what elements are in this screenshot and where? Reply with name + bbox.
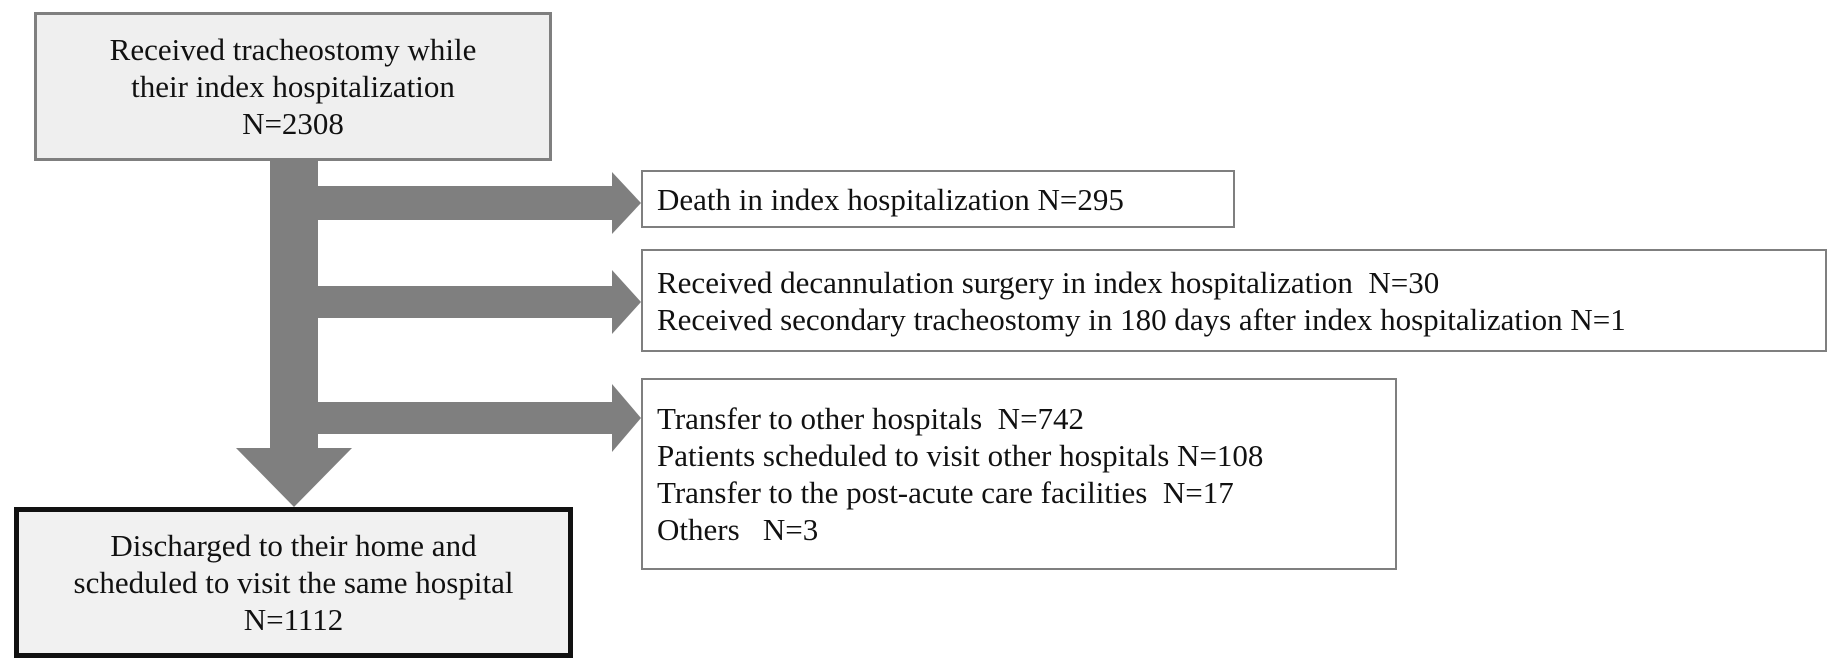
final-cohort-count: N=1112 — [243, 602, 344, 637]
exclusion-secondary-tracheostomy-line: Received secondary tracheostomy in 180 days after index hospitalization N=1 — [657, 301, 1626, 337]
enrollment-box — [34, 12, 552, 161]
exclusion-decannulation-line: Received decannulation surgery in index hospitalization N=30 — [657, 264, 1440, 300]
exclusion-box-decannulation — [641, 249, 1827, 352]
enrollment-line-2: their index hospitalization — [131, 69, 455, 104]
final-cohort-line-1: Discharged to their home and — [110, 528, 477, 563]
exclusion-post-acute-line: Transfer to the post-acute care facilities N=17 — [657, 475, 1234, 510]
branch-arrow-2 — [318, 270, 641, 334]
final-cohort-box — [14, 507, 573, 658]
branch-arrow-3 — [318, 384, 641, 452]
final-cohort-line-2: scheduled to visit the same hospital — [73, 565, 514, 600]
exclusion-death-line: Death in index hospitalization N=295 — [657, 181, 1124, 217]
exclusion-box-death — [641, 170, 1235, 228]
exclusion-others-line: Others N=3 — [657, 512, 819, 547]
exclusion-scheduled-other-line: Patients scheduled to visit other hospitals N=108 — [657, 438, 1264, 473]
enrollment-count: N=2308 — [242, 106, 344, 141]
branch-arrow-1 — [318, 172, 641, 234]
exclusion-box-transfer — [641, 378, 1397, 570]
exclusion-transfer-line: Transfer to other hospitals N=742 — [657, 401, 1085, 436]
enrollment-line-1: Received tracheostomy while — [109, 32, 477, 67]
